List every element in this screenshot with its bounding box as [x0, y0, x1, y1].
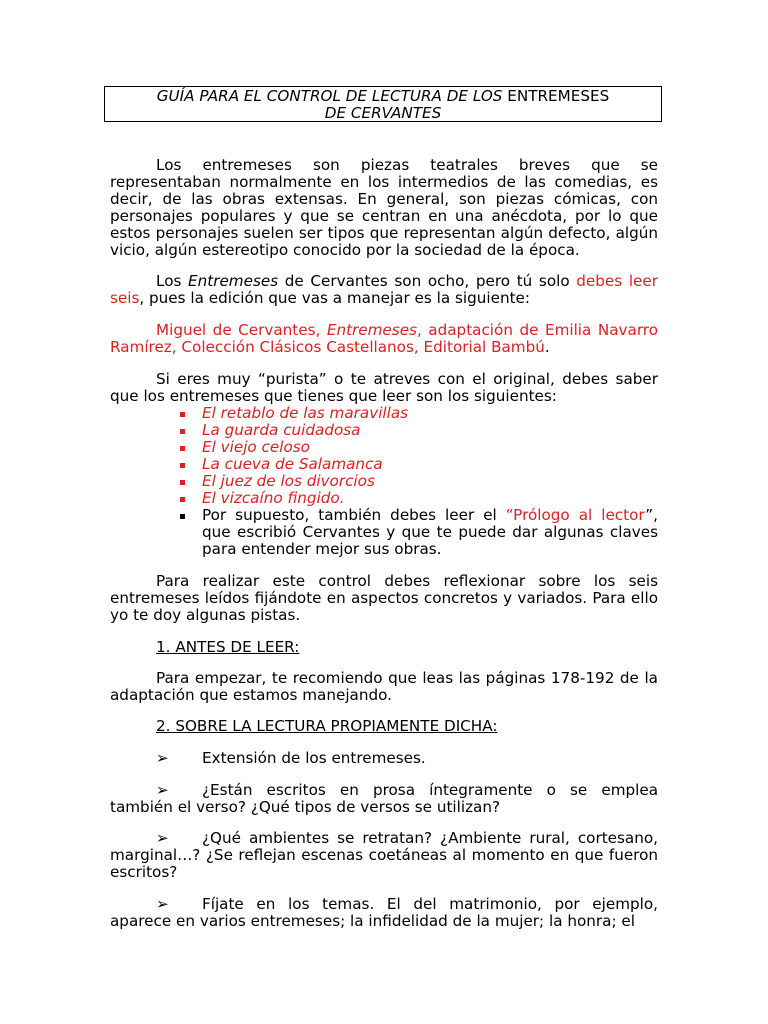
reflection-text: Para realizar este control debes reflexionar sobre los seis entremeses leídos fijándote en aspectos concretos y variados. Para ello yo te doy algunas pistas.: [110, 572, 658, 624]
question-item: [110, 830, 658, 881]
intro-paragraph: [110, 157, 658, 259]
bullet-icon: [180, 429, 185, 434]
citation-paragraph: [110, 322, 658, 356]
entremeses-list: [180, 405, 658, 558]
bullet-icon: [180, 446, 185, 451]
list-item: [180, 439, 658, 456]
reflection-paragraph: [110, 573, 658, 624]
title-italic: GUÍA PARA EL CONTROL DE LECTURA DE LOS: [156, 87, 503, 105]
list-item: [180, 490, 658, 507]
list-item: [180, 405, 658, 422]
edition-text-c: de Cervantes son ocho, pero tú solo: [278, 272, 577, 290]
purist-text: Si eres muy “purista” o te atreves con el original, debes saber que los entremeses que tienes que leer son los siguientes:: [110, 370, 658, 405]
question-text: Fíjate en los temas. El del matrimonio, por ejemplo, aparece en varios entremeses; la infidelidad de la mujer; la honra; el: [110, 895, 658, 930]
citation-work: Entremeses: [326, 321, 417, 339]
citation-period: .: [544, 338, 550, 356]
arrow-icon: ➢: [156, 781, 169, 799]
list-item-label: El vizcaíno fingido.: [202, 489, 345, 507]
list-item-label: El retablo de las maravillas: [202, 404, 409, 422]
arrow-icon: ➢: [156, 895, 169, 913]
arrow-icon: ➢: [156, 749, 169, 767]
edition-text-a: Los: [156, 272, 189, 290]
list-item-label: La cueva de Salamanca: [202, 455, 383, 473]
edition-text-e: , pues la edición que vas a manejar es la siguiente:: [139, 289, 530, 307]
bullet-icon: [180, 412, 185, 417]
question-text: ¿Qué ambientes se retratan? ¿Ambiente rural, cortesano, marginal…? ¿Se reflejan escenas coetáneas al momento en que fueron escritos?: [110, 829, 658, 881]
bullet-icon: [180, 514, 185, 519]
edition-paragraph: [110, 273, 658, 307]
list-item-label: El viejo celoso: [202, 438, 310, 456]
prologo-title: “Prólogo al lector: [505, 506, 646, 524]
question-item: [110, 896, 658, 930]
prologo-text-c: ”, que escribió Cervantes y que te puede dar algunas claves para entender mejor sus obras.: [202, 506, 658, 558]
edition-highlight: debes leer seis: [110, 272, 658, 307]
edition-text-italic: Entremeses: [188, 272, 279, 290]
section-heading-1: 1. ANTES DE LEER:: [156, 638, 300, 656]
question-item: [110, 782, 658, 816]
before-reading-text: Para empezar, te recomiendo que leas las páginas 178-192 de la adaptación que estamos manejando.: [110, 669, 658, 704]
question-text: ¿Están escritos en prosa íntegramente o se emplea también el verso? ¿Qué tipos de versos se utilizan?: [110, 781, 658, 816]
list-item-label: La guarda cuidadosa: [202, 421, 361, 439]
document-title-box: [104, 86, 662, 122]
bullet-icon: [180, 463, 185, 468]
list-item-prologo: [180, 507, 658, 558]
arrow-icon: ➢: [156, 829, 169, 847]
question-text: Extensión de los entremeses.: [202, 749, 426, 767]
citation-author: Miguel de Cervantes,: [156, 321, 327, 339]
list-item-label: El juez de los divorcios: [202, 472, 375, 490]
purist-paragraph: [110, 371, 658, 405]
title-line2: DE CERVANTES: [324, 104, 442, 122]
section-heading-2: 2. SOBRE LA LECTURA PROPIAMENTE DICHA:: [156, 717, 498, 735]
list-item: [180, 422, 658, 439]
intro-text: Los entremeses son piezas teatrales breves que se representaban normalmente en los intermedios de las comedias, es decir, de las obras extensas. En general, son piezas cómicas, con personajes populares y que se centran en una anécdota, por lo que estos personajes suelen ser tipos que representan algún defecto, algún vicio, algún estereotipo conocido por la sociedad de la época.: [110, 156, 658, 259]
before-reading-paragraph: [110, 670, 658, 704]
question-item: [110, 750, 658, 767]
list-item: [180, 456, 658, 473]
title-upright: ENTREMESES: [507, 87, 610, 105]
list-item: [180, 473, 658, 490]
prologo-text-a: Por supuesto, también debes leer el: [202, 506, 506, 524]
bullet-icon: [180, 497, 185, 502]
citation-details: , adaptación de Emilia Navarro Ramírez, Colección Clásicos Castellanos, Editorial Bambú: [110, 321, 659, 356]
bullet-icon: [180, 480, 185, 485]
